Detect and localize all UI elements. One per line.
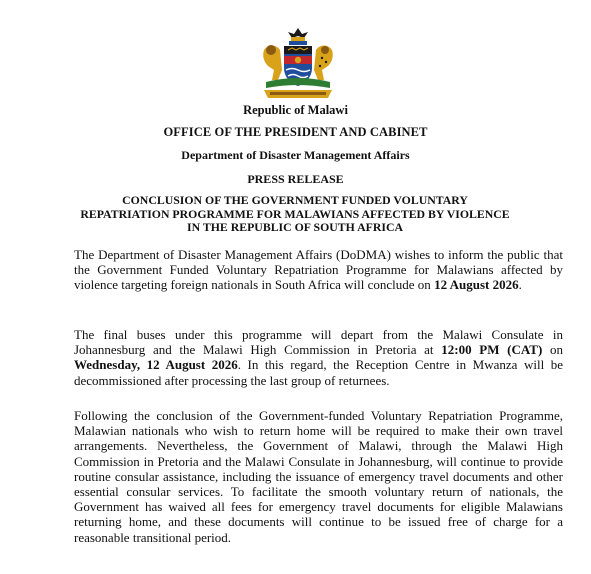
paragraph-2 bbox=[74, 327, 563, 388]
release-title: CONCLUSION OF THE GOVERNMENT FUNDED VOLUNTARY REPATRIATION PROGRAMME FOR MALAWIANS AFFECTED BY VIOLENCE IN THE REPUBLIC OF SOUTH AFRICA bbox=[80, 193, 510, 234]
paragraph-2-text-a: The final buses under this programme will depart from the Malawi Consulate in Johannesburg and the Malawi High Commission in Pretoria at bbox=[74, 327, 563, 358]
department-heading: Department of Disaster Management Affairs bbox=[181, 148, 410, 162]
malawi-coat-of-arms-icon bbox=[258, 26, 338, 100]
departure-time: 12:00 PM (CAT) bbox=[441, 342, 543, 358]
paragraph-3: Following the conclusion of the Government-funded Voluntary Repatriation Programme, Malawian nationals who wish to return home will be required to make their own travel arrangements. Nevertheless, the Government of Malawi, through the Malawi High Commission in Pretoria and the Malawi Consulate in Johannesburg, will continue to provide routine consular assistance, including the issuance of emergency travel documents and other essential consular services. To facilitate the smooth voluntary return of nationals, the Government has waived all fees for emergency travel documents for eligible Malawians returning home, and these documents will continue to be issued free of charge for a reasonable transitional period. bbox=[74, 408, 563, 545]
conclusion-date: 12 August 2026 bbox=[434, 277, 519, 293]
paragraph-1-text: The Department of Disaster Management Affairs (DoDMA) wishes to inform the public that the Government Funded Voluntary Repatriation Programme for Malawians affected by violence targeting foreign nationals in South Africa will conclude on bbox=[74, 247, 563, 293]
paragraph-2-text-b: on bbox=[542, 342, 564, 358]
paragraph-2-text-c: . In this regard, the Reception Centre in Mwanza will be decommissioned after processing the last group of returnees. bbox=[74, 357, 563, 388]
press-release-label: PRESS RELEASE bbox=[247, 172, 344, 186]
republic-heading: Republic of Malawi bbox=[243, 103, 348, 117]
paragraph-1 bbox=[74, 247, 563, 293]
office-heading: OFFICE OF THE PRESIDENT AND CABINET bbox=[163, 125, 428, 139]
departure-date: Wednesday, 12 August 2026 bbox=[74, 357, 238, 373]
paragraph-1-end: . bbox=[518, 277, 522, 293]
